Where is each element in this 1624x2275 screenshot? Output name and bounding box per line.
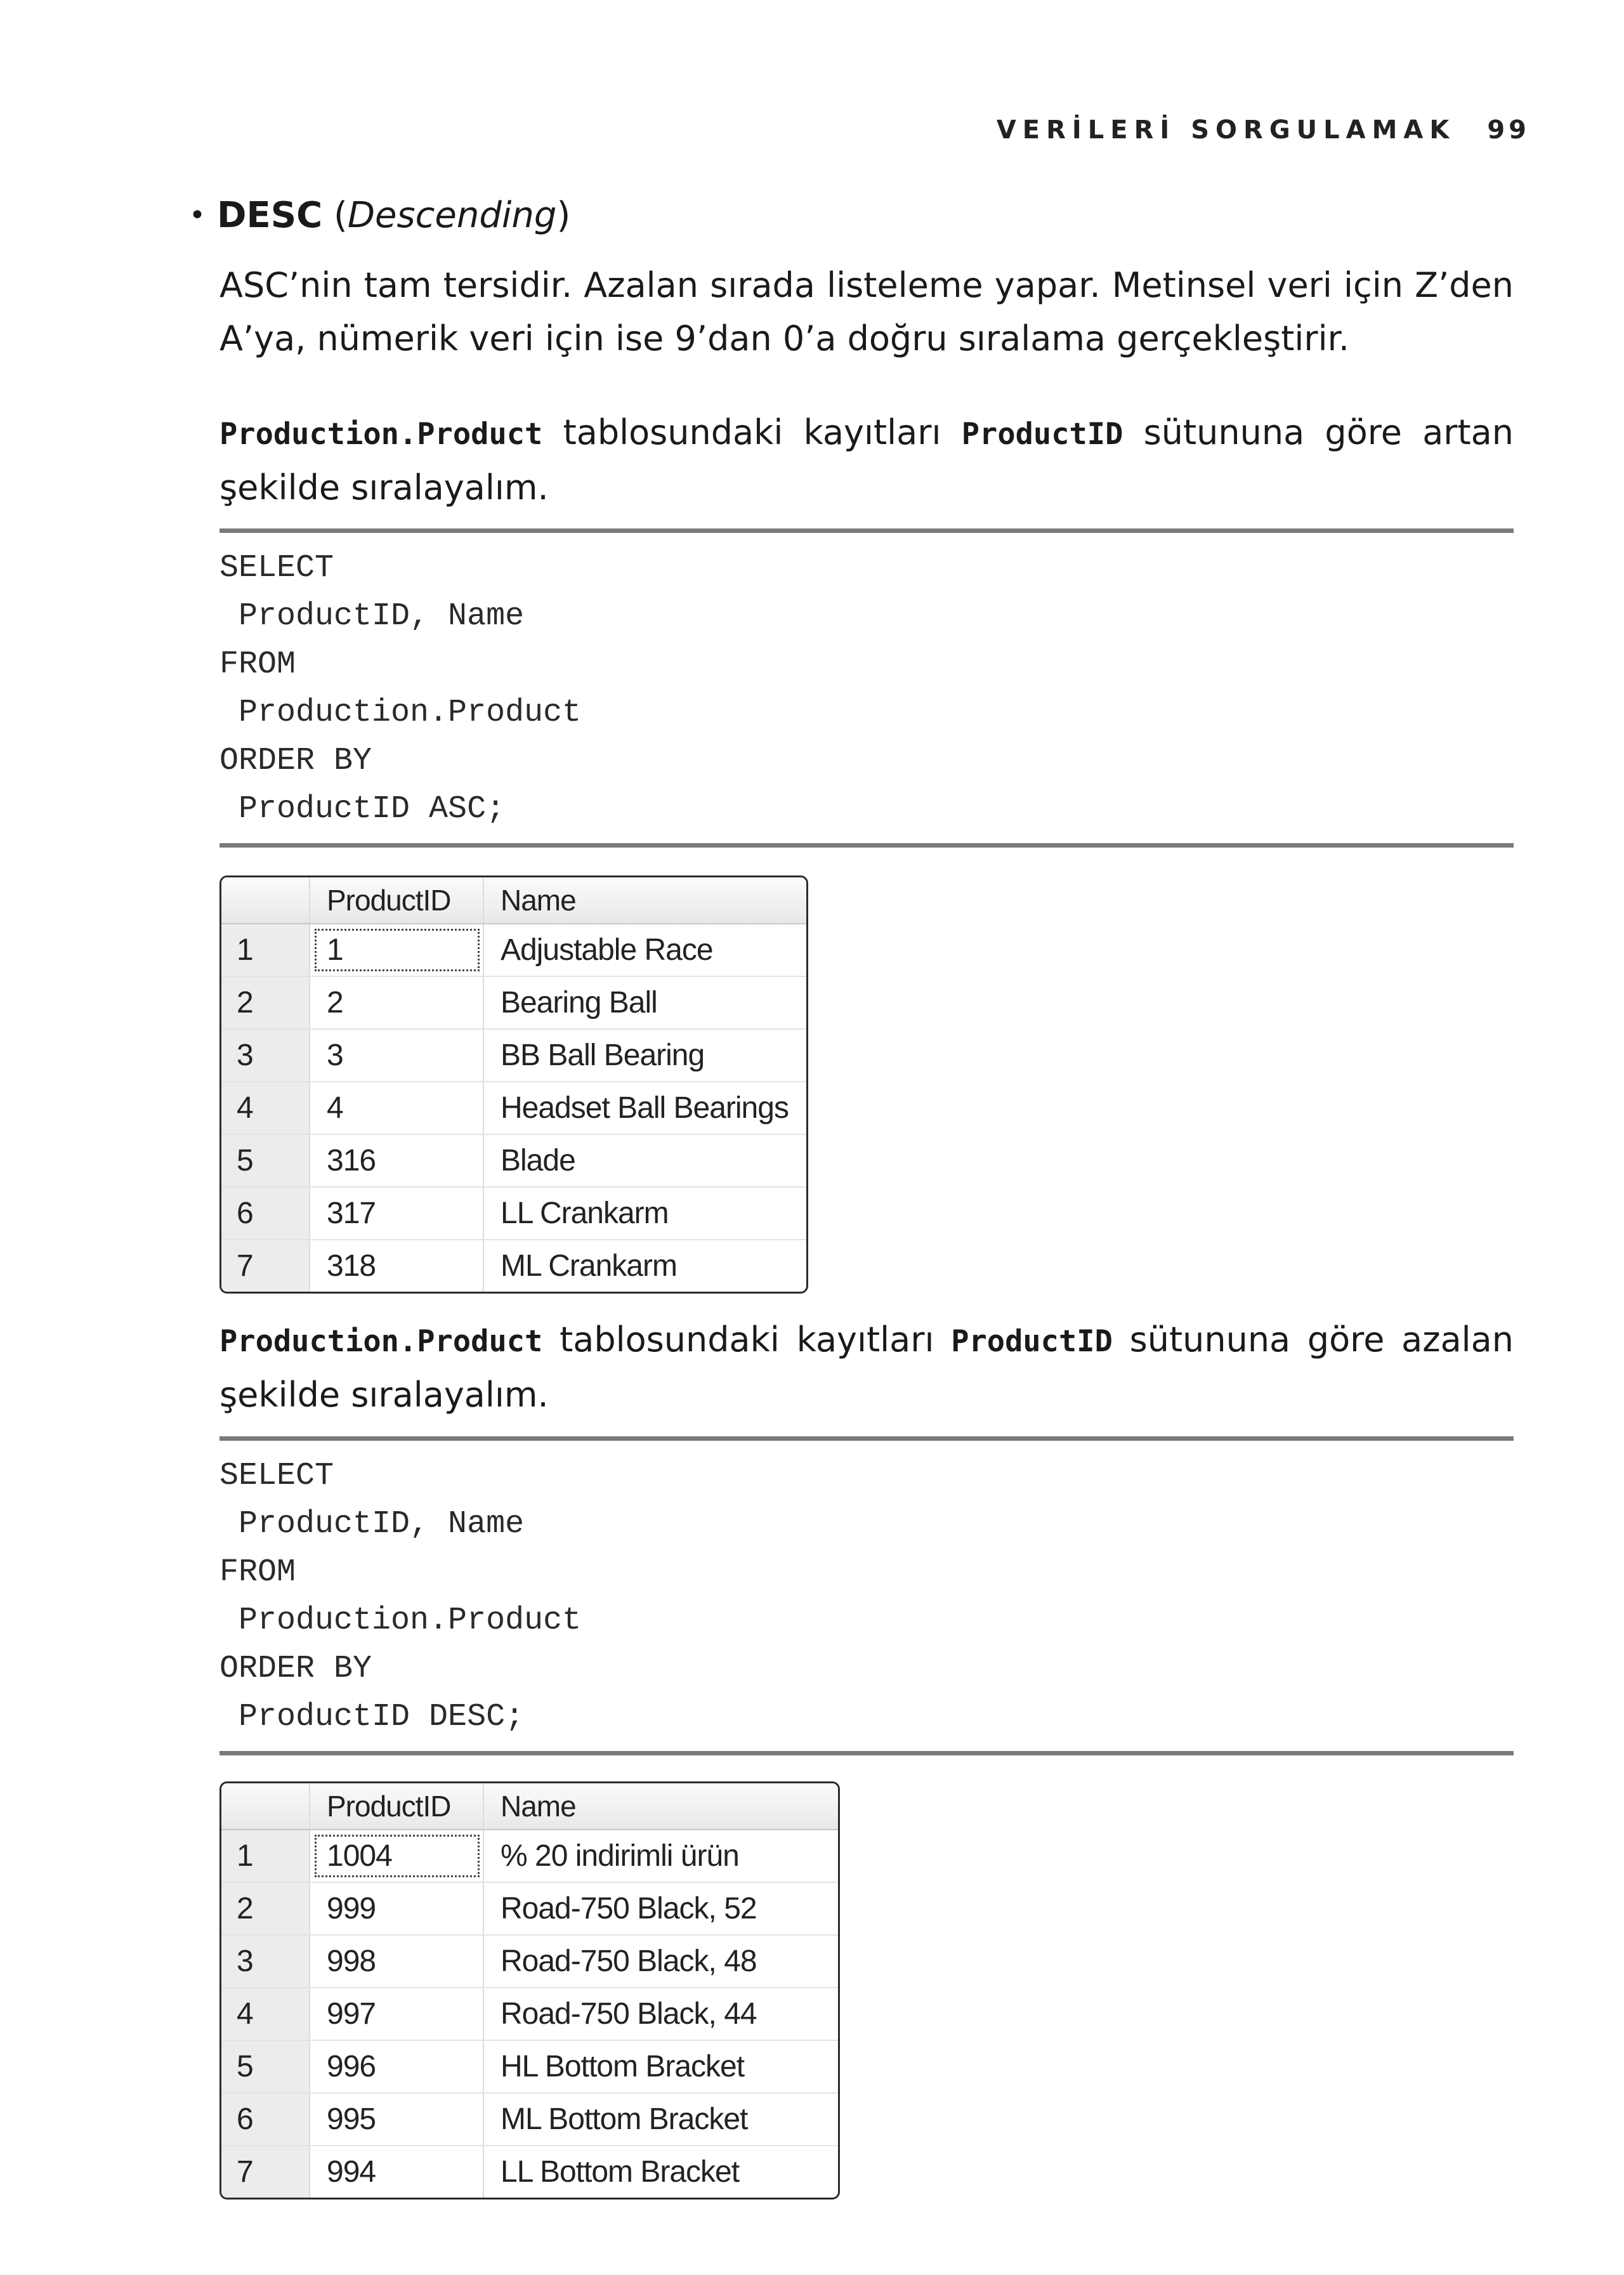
asc-text-end: sütununa göre artan şekilde sıralayalım. bbox=[219, 412, 1514, 508]
column-header[interactable]: ProductID bbox=[310, 877, 484, 923]
name-cell[interactable]: Adjustable Race bbox=[501, 933, 713, 967]
code-line: ProductID, Name bbox=[219, 1506, 525, 1542]
product-id-cell[interactable]: 996 bbox=[310, 2041, 484, 2092]
row-number-cell[interactable]: 3 bbox=[221, 1936, 310, 1987]
code-line: ORDER BY bbox=[219, 743, 372, 779]
row-number-cell[interactable]: 2 bbox=[221, 1883, 310, 1934]
code-line: SELECT bbox=[219, 1458, 334, 1494]
desc-column-name: ProductID bbox=[951, 1324, 1113, 1359]
table-row[interactable] bbox=[221, 1188, 806, 1240]
product-id-cell[interactable]: 994 bbox=[310, 2146, 484, 2198]
asc-results-grid bbox=[219, 875, 808, 1294]
name-cell[interactable]: LL Crankarm bbox=[501, 1197, 669, 1230]
table-row[interactable] bbox=[221, 1883, 838, 1936]
column-header[interactable]: Name bbox=[501, 884, 576, 917]
name-cell[interactable]: BB Ball Bearing bbox=[501, 1039, 705, 1072]
code-rule-top bbox=[219, 528, 1514, 533]
table-row[interactable] bbox=[221, 2094, 838, 2146]
row-number-cell[interactable]: 7 bbox=[221, 1240, 310, 1292]
name-cell[interactable]: LL Bottom Bracket bbox=[501, 2155, 740, 2189]
row-number-cell[interactable]: 7 bbox=[221, 2146, 310, 2198]
asc-table-name: Production.Product bbox=[219, 417, 543, 452]
running-header bbox=[997, 115, 1530, 145]
name-cell[interactable]: % 20 indirimli ürün bbox=[501, 1839, 739, 1873]
row-number-header[interactable] bbox=[221, 1783, 310, 1829]
product-id-cell[interactable]: 998 bbox=[310, 1936, 484, 1987]
table-row[interactable] bbox=[221, 924, 806, 977]
product-id-cell[interactable]: 997 bbox=[310, 1988, 484, 2040]
table-row[interactable] bbox=[221, 2041, 838, 2094]
code-line: FROM bbox=[219, 1554, 296, 1590]
name-cell[interactable]: Road-750 Black, 52 bbox=[501, 1892, 757, 1925]
code-line: ProductID ASC; bbox=[219, 791, 506, 827]
code-line: FROM bbox=[219, 646, 296, 683]
column-header[interactable]: Name bbox=[501, 1790, 576, 1823]
name-cell[interactable]: ML Bottom Bracket bbox=[501, 2102, 748, 2136]
table-row[interactable] bbox=[221, 1830, 838, 1883]
row-number-cell[interactable]: 6 bbox=[221, 2094, 310, 2145]
name-cell[interactable]: Blade bbox=[501, 1144, 575, 1177]
product-id-cell[interactable]: 1 bbox=[310, 924, 484, 976]
row-number-cell[interactable]: 3 bbox=[221, 1030, 310, 1081]
product-id-cell[interactable]: 1004 bbox=[310, 1830, 484, 1882]
name-cell[interactable]: Road-750 Black, 44 bbox=[501, 1997, 757, 2031]
code-line: ORDER BY bbox=[219, 1651, 372, 1687]
code-line: ProductID DESC; bbox=[219, 1699, 525, 1735]
desc-text-mid: tablosundaki kayıtları bbox=[542, 1320, 952, 1360]
running-title: VERİLERİ SORGULAMAK bbox=[996, 115, 1456, 145]
product-id-cell[interactable]: 316 bbox=[310, 1135, 484, 1186]
row-number-cell[interactable]: 6 bbox=[221, 1188, 310, 1239]
page-number: 99 bbox=[1487, 115, 1530, 145]
product-id-cell[interactable]: 995 bbox=[310, 2094, 484, 2145]
table-row[interactable] bbox=[221, 2146, 838, 2198]
gloss-close: ) bbox=[556, 195, 571, 236]
product-id-cell[interactable]: 317 bbox=[310, 1188, 484, 1239]
table-row[interactable] bbox=[221, 1135, 806, 1188]
row-number-cell[interactable]: 5 bbox=[221, 1135, 310, 1186]
code-line: SELECT bbox=[219, 550, 334, 586]
bullet-term: DESC bbox=[217, 195, 323, 236]
product-id-cell[interactable]: 4 bbox=[310, 1082, 484, 1134]
table-row[interactable] bbox=[221, 1936, 838, 1988]
product-id-cell[interactable]: 3 bbox=[310, 1030, 484, 1081]
table-row[interactable] bbox=[221, 1030, 806, 1082]
column-header[interactable]: ProductID bbox=[310, 1783, 484, 1829]
row-number-cell[interactable]: 1 bbox=[221, 924, 310, 976]
asc-description bbox=[219, 406, 1514, 515]
product-id-cell[interactable]: 318 bbox=[310, 1240, 484, 1292]
row-number-cell[interactable]: 4 bbox=[221, 1082, 310, 1134]
table-row[interactable] bbox=[221, 977, 806, 1030]
name-cell[interactable]: HL Bottom Bracket bbox=[501, 2050, 745, 2083]
code-line: Production.Product bbox=[219, 1603, 582, 1639]
row-number-cell[interactable]: 2 bbox=[221, 977, 310, 1028]
row-number-cell[interactable]: 5 bbox=[221, 2041, 310, 2092]
bullet-gloss: Descending bbox=[347, 195, 557, 236]
table-row[interactable] bbox=[221, 1240, 806, 1292]
desc-code-block bbox=[219, 1452, 1514, 1741]
grid-header bbox=[221, 1783, 838, 1830]
bullet-icon: • bbox=[189, 199, 206, 232]
name-cell[interactable]: Headset Ball Bearings bbox=[501, 1091, 789, 1125]
code-rule-bottom bbox=[219, 843, 1514, 848]
code-line: ProductID, Name bbox=[219, 598, 525, 634]
table-row[interactable] bbox=[221, 1082, 806, 1135]
product-id-cell[interactable]: 2 bbox=[310, 977, 484, 1028]
code-rule-bottom bbox=[219, 1751, 1514, 1755]
code-rule-top bbox=[219, 1436, 1514, 1441]
asc-text-mid: tablosundaki kayıtları bbox=[542, 412, 962, 452]
code-line: Production.Product bbox=[219, 695, 582, 731]
row-number-cell[interactable]: 4 bbox=[221, 1988, 310, 2040]
grid-header bbox=[221, 877, 806, 924]
bullet-item-desc bbox=[189, 190, 571, 241]
name-cell[interactable]: Bearing Ball bbox=[501, 986, 657, 1019]
row-number-cell[interactable]: 1 bbox=[221, 1830, 310, 1882]
intro-paragraph: ASC’nin tam tersidir. Azalan sırada listeleme yapar. Metinsel veri için Z’den A’ya, nümerik veri için ise 9’dan 0’a doğru sıralama gerçekleştirir. bbox=[219, 265, 1514, 358]
desc-table-name: Production.Product bbox=[219, 1324, 543, 1359]
table-row[interactable] bbox=[221, 1988, 838, 2041]
gloss-open: ( bbox=[322, 195, 348, 236]
desc-text-end: sütununa göre azalan şekilde sıralayalım. bbox=[219, 1320, 1514, 1415]
name-cell[interactable]: ML Crankarm bbox=[501, 1249, 677, 1283]
desc-description bbox=[219, 1313, 1514, 1422]
name-cell[interactable]: Road-750 Black, 48 bbox=[501, 1944, 757, 1978]
product-id-cell[interactable]: 999 bbox=[310, 1883, 484, 1934]
desc-results-grid bbox=[219, 1781, 840, 2200]
row-number-header[interactable] bbox=[221, 877, 310, 923]
asc-column-name: ProductID bbox=[961, 417, 1123, 452]
asc-code-block bbox=[219, 544, 1514, 834]
